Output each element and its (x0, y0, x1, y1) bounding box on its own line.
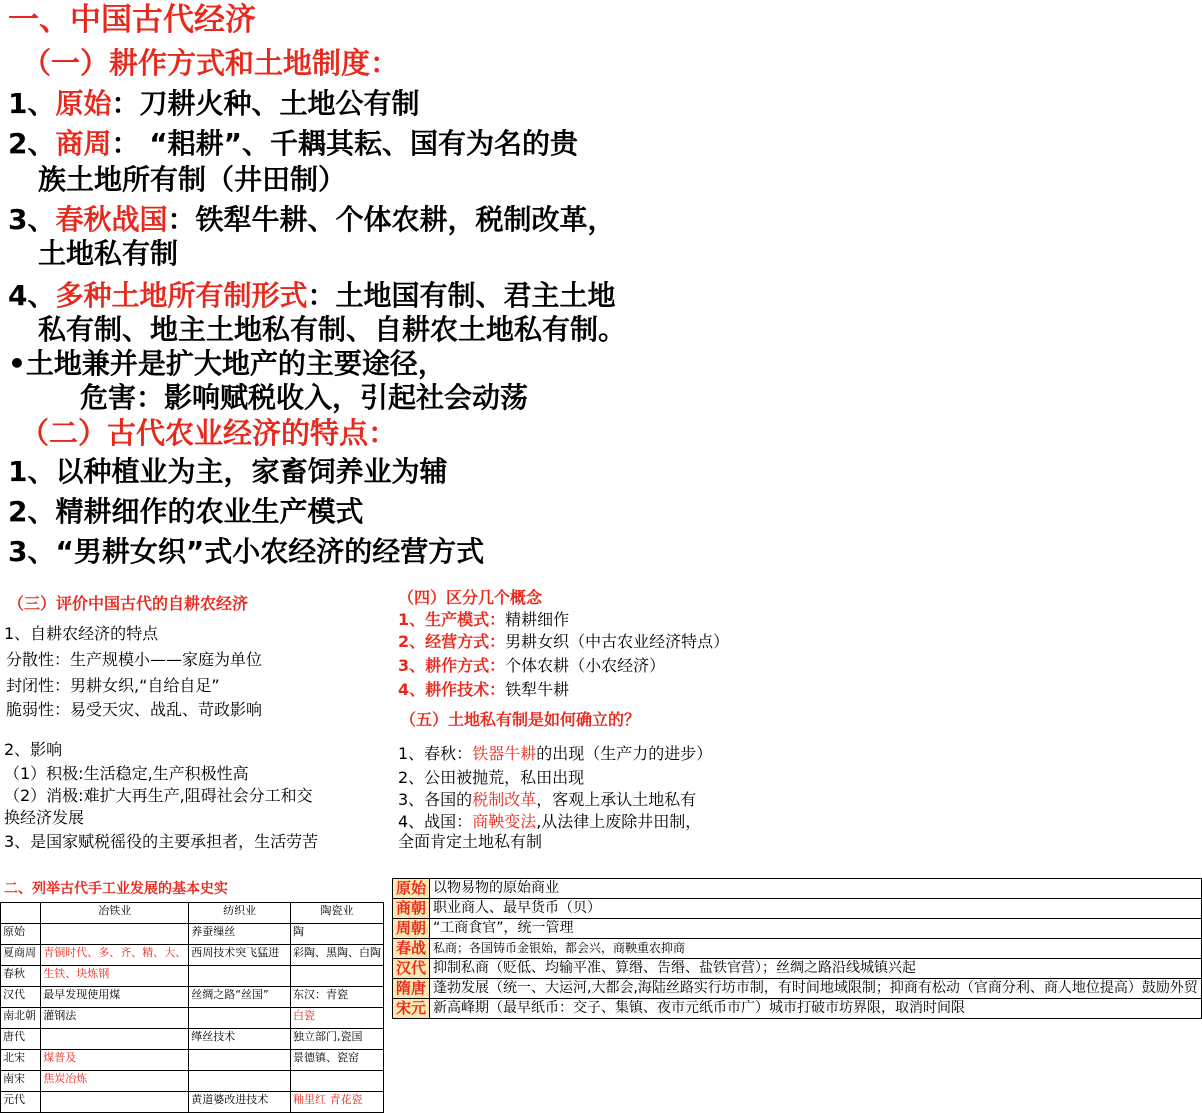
left-line-4: 脆弱性：易受天灾、战乱、苛政影响 (6, 700, 263, 719)
table-cell: 职业商人、最早货币（贝） (430, 899, 1202, 919)
era-cell: 周朝 (393, 919, 430, 939)
table-cell: 养蚕缫丝 (189, 924, 291, 945)
concept-3: 3、耕作方式：个体农耕（小农经济） (398, 656, 666, 675)
table-cell: 陶 (290, 924, 383, 945)
item-shang-zhou: 2、商周： “耜耕”、千耦其耘、国有为名的贵 (8, 127, 579, 160)
concept-2: 2、经营方式：男耕女织（中古农业经济特点） (398, 632, 730, 651)
table-row (1, 1071, 384, 1092)
table-cell (189, 966, 291, 987)
table-cell: 景德镇、瓷窑 (290, 1050, 383, 1071)
table-row (1, 924, 384, 945)
table-header-cell: 陶瓷业 (290, 903, 383, 924)
table-cell: 夏商周 (1, 945, 41, 966)
private-land-2: 2、公田被抛荒，私田出现 (398, 768, 585, 787)
era-cell: 春战 (393, 939, 430, 959)
table-cell: 青铜时代、多、齐、精、大、 (41, 945, 189, 966)
left-line-8: 换经济发展 (4, 808, 85, 827)
handicraft-title: 二、列举古代手工业发展的基本史实 (4, 881, 228, 897)
main-outline (0, 0, 780, 578)
era-cell: 汉代 (393, 959, 430, 979)
left-title: （三）评价中国古代的自耕农经济 (8, 594, 249, 613)
table-row (1, 966, 384, 987)
table-cell: 东汉：青瓷 (290, 987, 383, 1008)
table-cell: 唐代 (1, 1029, 41, 1050)
middle-section (0, 588, 780, 868)
table-cell: 私商；各国铸币金银始，都会兴，商鞅重农抑商 (430, 939, 1202, 959)
table-cell (290, 966, 383, 987)
item-shang-zhou-cont: 族土地所有制（井田制） (38, 163, 347, 196)
subsection-title-1: （一）耕作方式和土地制度： (22, 46, 400, 80)
left-line-7: （2）消极:难扩大再生产,阻碍社会分工和交 (4, 786, 313, 805)
table-cell: 西周技术突飞猛进 (189, 945, 291, 966)
table-cell: 彩陶、黑陶、白陶 (290, 945, 383, 966)
concept-1: 1、生产模式：精耕细作 (398, 610, 570, 629)
table-cell: 煤普及 (41, 1050, 189, 1071)
table-cell (189, 1050, 291, 1071)
era-cell: 宋元 (393, 999, 430, 1019)
table-cell: 原始 (1, 924, 41, 945)
item-land-systems-cont: 私有制、地主土地私有制、自耕农土地私有制。 (38, 313, 627, 346)
table-cell (41, 924, 189, 945)
subsection-title-2: （二）古代农业经济的特点： (20, 416, 398, 450)
feature-2: 2、精耕细作的农业生产模式 (8, 495, 364, 528)
table-row (1, 1008, 384, 1029)
left-line-9: 3、是国家赋税徭役的主要承担者，生活劳苦 (4, 832, 319, 851)
table-cell (41, 1029, 189, 1050)
bullet-harm: 危害：影响赋税收入，引起社会动荡 (80, 381, 529, 414)
table-cell: 黄道婆改进技术 (189, 1092, 291, 1113)
table-cell: 白瓷 (290, 1008, 383, 1029)
table-row (1, 945, 384, 966)
bullet-annexation: •土地兼并是扩大地产的主要途径， (8, 347, 446, 380)
table-cell: 焦炭冶炼 (41, 1071, 189, 1092)
item-spring-autumn: 3、春秋战国：铁犁牛耕、个体农耕，税制改革， (8, 203, 616, 236)
table-cell: 汉代 (1, 987, 41, 1008)
table-cell: 灌钢法 (41, 1008, 189, 1029)
section-title: 一、中国古代经济 (8, 2, 256, 38)
feature-1: 1、以种植业为主，家畜饲养业为辅 (8, 455, 448, 488)
table-row (393, 979, 1202, 999)
table-cell: “工商食官”，统一管理 (430, 919, 1202, 939)
item-spring-autumn-cont: 土地私有制 (38, 237, 179, 270)
concept-4: 4、耕作技术：铁犁牛耕 (398, 680, 570, 699)
table-cell: 南北朝 (1, 1008, 41, 1029)
feature-3: 3、“男耕女织”式小农经济的经营方式 (8, 535, 485, 568)
table-header-cell: 纺织业 (189, 903, 291, 924)
item-land-systems: 4、多种土地所有制形式：土地国有制、君主土地 (8, 279, 616, 312)
table-row (1, 987, 384, 1008)
table-cell: 春秋 (1, 966, 41, 987)
table-row (393, 879, 1202, 899)
left-line-3: 封闭性：男耕女织,“自给自足” (6, 676, 220, 695)
private-land-5: 全面肯定土地私有制 (398, 832, 543, 851)
era-cell: 商朝 (393, 899, 430, 919)
table-header-cell: 冶铁业 (41, 903, 189, 924)
table-row (1, 1029, 384, 1050)
handicraft-table (0, 902, 384, 1113)
right-title: （四）区分几个概念 (398, 588, 543, 607)
table-row (393, 899, 1202, 919)
table-row (393, 939, 1202, 959)
left-line-2: 分散性：生产规模小——家庭为单位 (6, 650, 263, 669)
bottom-section (0, 872, 1198, 1106)
table-cell: 以物易物的原始商业 (430, 879, 1202, 899)
item-primitive: 1、原始：刀耕火种、土地公有制 (8, 87, 420, 120)
left-line-1: 1、自耕农经济的特点 (4, 624, 159, 643)
private-land-4: 4、战国：商鞅变法,从法律上废除井田制， (398, 812, 702, 831)
table-row (1, 1092, 384, 1113)
table-cell: 最早发现使用煤 (41, 987, 189, 1008)
table-cell: 南宋 (1, 1071, 41, 1092)
table-cell (290, 1071, 383, 1092)
private-land-1: 1、春秋：铁器牛耕的出现（生产力的进步） (398, 744, 713, 763)
table-cell (189, 1008, 291, 1029)
commerce-table (392, 878, 1202, 1019)
table-cell: 北宋 (1, 1050, 41, 1071)
table-cell: 釉里红 青花瓷 (290, 1092, 383, 1113)
era-cell: 原始 (393, 879, 430, 899)
table-row (393, 919, 1202, 939)
table-row (393, 999, 1202, 1019)
right-title-2: （五）土地私有制是如何确立的？ (400, 710, 641, 729)
table-header-cell (1, 903, 41, 924)
table-cell (41, 1092, 189, 1113)
table-row (1, 1050, 384, 1071)
table-cell: 独立部门,瓷国 (290, 1029, 383, 1050)
table-cell (189, 1071, 291, 1092)
left-line-6: （1）积极:生活稳定,生产积极性高 (4, 764, 249, 783)
table-cell: 缂丝技术 (189, 1029, 291, 1050)
left-line-5: 2、影响 (4, 740, 63, 759)
table-cell: 蓬勃发展（统一、大运河,大都会,海陆丝路实行坊市制，有时间地域限制；抑商有松动（官商分利、商人地位提高）鼓励外贸 (430, 979, 1202, 999)
table-cell: 新高峰期（最早纸币：交子、集镇、夜市元纸币市广）城市打破市坊界限，取消时间限 (430, 999, 1202, 1019)
table-header-row (1, 903, 384, 924)
table-cell: 丝绸之路“丝国” (189, 987, 291, 1008)
table-cell: 生铁、块炼钢 (41, 966, 189, 987)
table-row (393, 959, 1202, 979)
era-cell: 隋唐 (393, 979, 430, 999)
table-cell: 元代 (1, 1092, 41, 1113)
table-cell: 抑制私商（贬低、均输平准、算缗、告缗、盐铁官营）；丝绸之路沿线城镇兴起 (430, 959, 1202, 979)
private-land-3: 3、各国的税制改革，客观上承认土地私有 (398, 790, 697, 809)
